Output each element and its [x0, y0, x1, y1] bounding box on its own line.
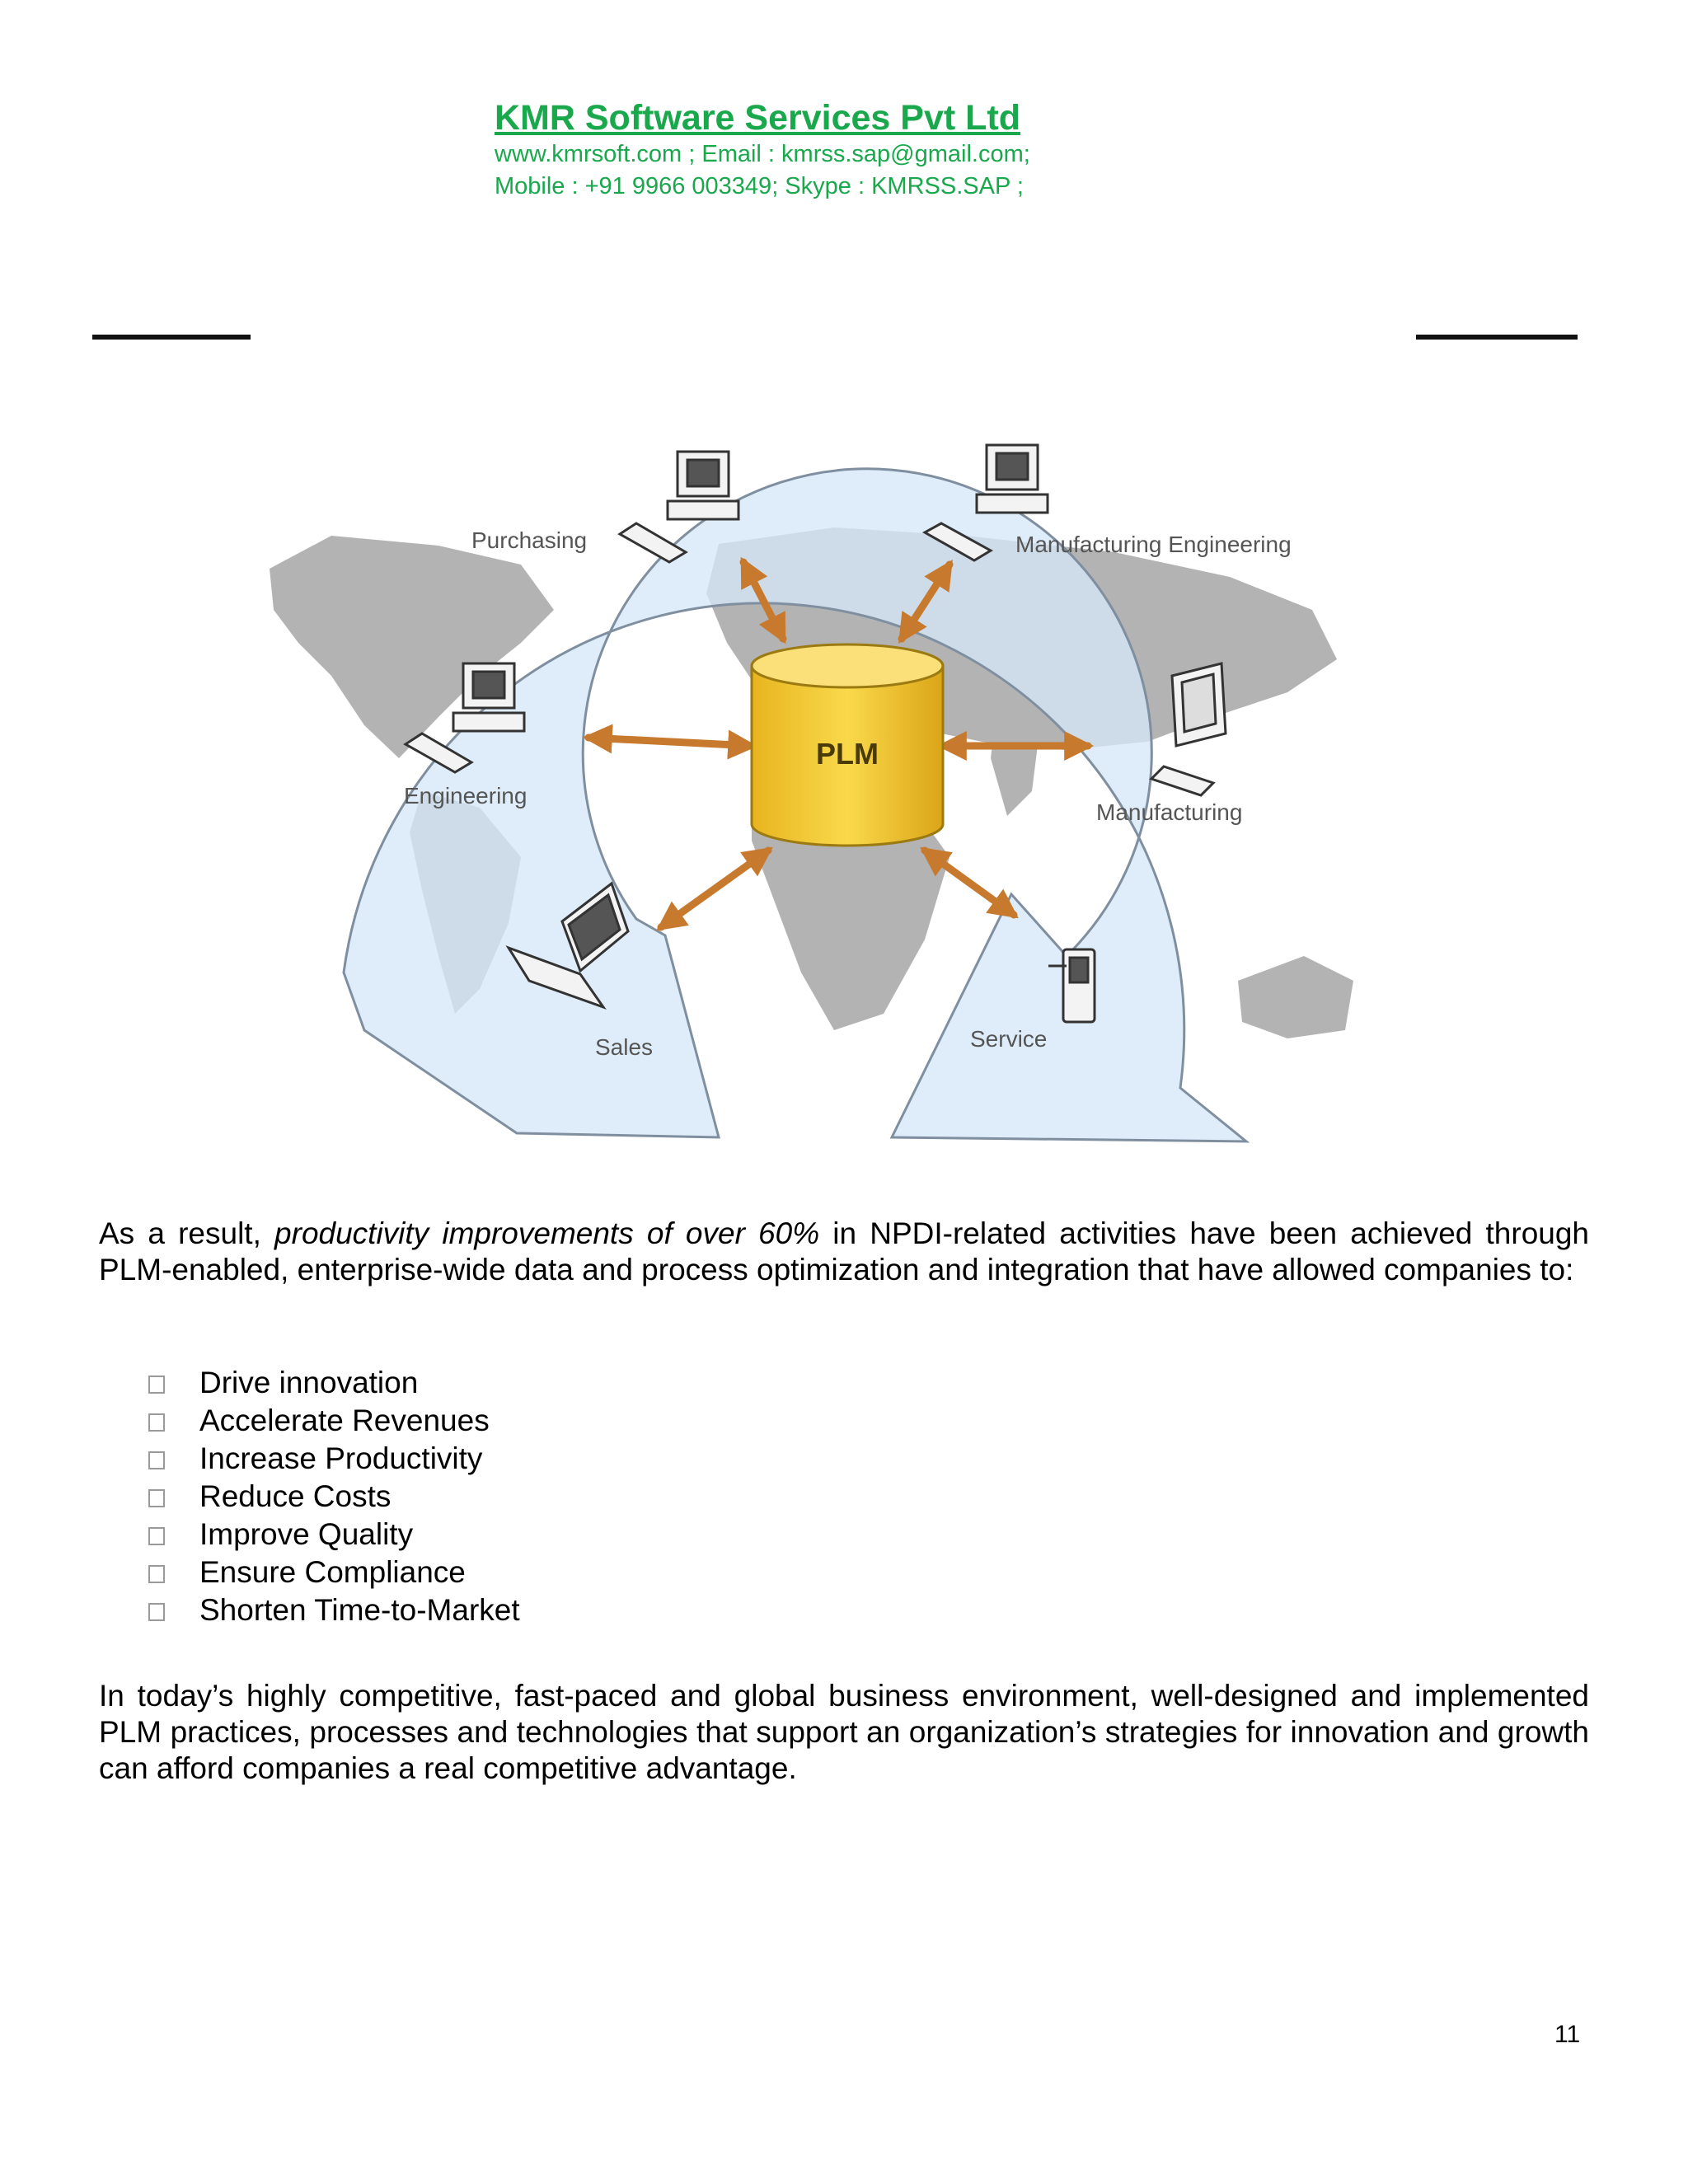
list-item-label: Ensure Compliance: [199, 1555, 466, 1589]
bullet-box-icon: [148, 1603, 165, 1621]
company-name: KMR Software Services Pvt Ltd: [495, 98, 1021, 138]
plm-center-label: PLM: [816, 737, 879, 771]
results-text-end: in NPDI-related activities have been achieved through PLM-enabled, enterprise-wide data and process optimization and integration that have allowed companies to:: [99, 1216, 1590, 1286]
node-label-sales: Sales: [595, 1034, 654, 1060]
list-item: [148, 1440, 520, 1478]
contact-line-web-email: www.kmrsoft.com ; Email : kmrss.sap@gmail.com;: [495, 141, 1030, 167]
list-item: [148, 1478, 520, 1516]
list-item-label: Accelerate Revenues: [199, 1404, 490, 1437]
list-item: [148, 1364, 520, 1402]
node-label-service: Service: [970, 1026, 1048, 1052]
plm-diagram-svg: [92, 330, 1599, 1170]
list-item-label: Improve Quality: [199, 1517, 414, 1551]
list-item-label: Shorten Time-to-Market: [199, 1593, 520, 1627]
plm-diagram: [92, 330, 1599, 1170]
node-label-engineering: Engineering: [404, 783, 528, 808]
list-item-label: Drive innovation: [199, 1366, 419, 1399]
list-item-label: Reduce Costs: [199, 1479, 392, 1513]
arrow-to-engineering: [588, 738, 752, 746]
bullet-box-icon: [148, 1489, 165, 1507]
page-number: 11: [1554, 2021, 1581, 2048]
conclusion-paragraph: In today’s highly competitive, fast-paced and global business environment, well-designed and implemented PLM practices, processes and technologies that support an organization’s strategies for innovation and growth can afford companies a real competitive advantage.: [99, 1679, 1589, 1785]
list-item-label: Increase Productivity: [199, 1441, 483, 1475]
bullet-box-icon: [148, 1527, 165, 1545]
list-item: [148, 1591, 520, 1629]
bullet-box-icon: [148, 1565, 165, 1583]
letterhead: [495, 97, 1401, 203]
list-item: [148, 1402, 520, 1440]
arrow-to-sales: [661, 851, 768, 927]
results-text-start: As a result,: [99, 1216, 275, 1250]
node-label-purchasing: Purchasing: [471, 527, 588, 553]
node-label-manufacturing-engineering: Manufacturing Engineering: [1015, 532, 1292, 557]
results-paragraph: [99, 1216, 1589, 1288]
bullet-box-icon: [148, 1413, 165, 1432]
results-emphasis: productivity improvements of over 60%: [274, 1216, 820, 1250]
node-label-manufacturing: Manufacturing: [1096, 799, 1243, 825]
plm-database-icon: [752, 644, 943, 846]
bullet-box-icon: [148, 1451, 165, 1469]
list-item: [148, 1516, 520, 1554]
bullet-box-icon: [148, 1376, 165, 1394]
benefits-list: [148, 1364, 520, 1629]
contact-line-phone-skype: Mobile : +91 9966 003349; Skype : KMRSS.SAP ;: [495, 173, 1024, 199]
list-item: [148, 1554, 520, 1591]
